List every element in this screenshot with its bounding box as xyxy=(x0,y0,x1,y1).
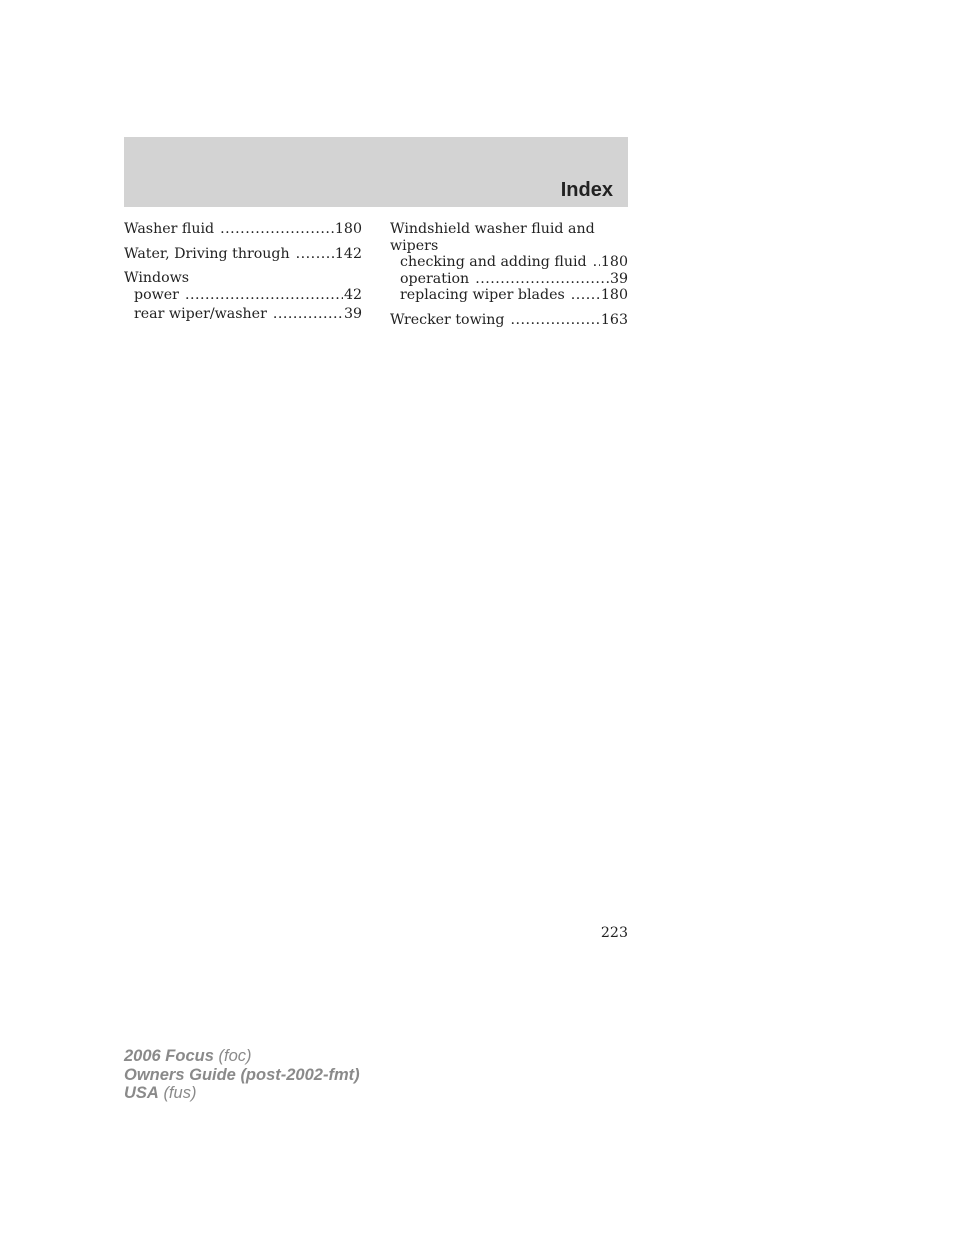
index-subentry-rear-wiper[interactable] xyxy=(124,306,362,323)
dot-leader xyxy=(571,287,600,304)
entry-page: 180 xyxy=(600,287,628,303)
entry-label: rear wiper/washer xyxy=(134,306,267,322)
index-subentry-replacing[interactable] xyxy=(390,287,628,304)
index-column-left xyxy=(124,221,362,323)
entry-label: Water, Driving through xyxy=(124,245,290,262)
entry-label: power xyxy=(134,286,179,303)
entry-page: 39 xyxy=(343,306,362,322)
entry-label: replacing wiper blades xyxy=(400,287,565,303)
footer-model-code: (foc) xyxy=(218,1047,252,1065)
index-heading-windows: Windows xyxy=(124,270,190,286)
footer-guide: Owners Guide (post-2002-fmt) xyxy=(124,1065,360,1084)
page-number: 223 xyxy=(600,925,628,941)
dot-leader xyxy=(185,287,343,304)
footer-model: 2006 Focus xyxy=(124,1047,214,1065)
index-entry-water-driving[interactable] xyxy=(124,246,362,263)
section-title: Index xyxy=(560,179,613,201)
entry-page: 142 xyxy=(334,245,362,262)
entry-label: Washer fluid xyxy=(124,221,215,237)
entry-page: 42 xyxy=(343,286,362,303)
dot-leader xyxy=(296,246,334,263)
dot-leader xyxy=(273,306,343,323)
index-column-right xyxy=(390,221,628,328)
entry-page: 180 xyxy=(600,254,628,270)
document-footer xyxy=(124,1047,360,1103)
footer-region: USA xyxy=(124,1084,159,1102)
entry-label: operation xyxy=(400,270,470,287)
entry-label: Wrecker towing xyxy=(390,311,505,328)
entry-page: 180 xyxy=(334,221,362,237)
dot-leader xyxy=(593,254,600,271)
footer-region-code: (fus) xyxy=(163,1084,197,1102)
index-entry-wrecker[interactable] xyxy=(390,312,628,329)
index-entry-washer-fluid[interactable] xyxy=(124,221,362,238)
index-subentry-power[interactable] xyxy=(124,287,362,304)
dot-leader xyxy=(511,312,600,329)
header-band xyxy=(124,137,628,207)
dot-leader xyxy=(220,221,334,238)
entry-page: 163 xyxy=(600,311,628,328)
dot-leader xyxy=(475,271,609,288)
index-subentry-operation[interactable] xyxy=(390,271,628,288)
entry-page: 39 xyxy=(609,270,628,287)
entry-label: checking and adding fluid xyxy=(400,254,587,270)
index-heading-windshield: Windshield washer fluid and wipers xyxy=(390,221,595,254)
index-subentry-checking[interactable] xyxy=(390,254,628,271)
